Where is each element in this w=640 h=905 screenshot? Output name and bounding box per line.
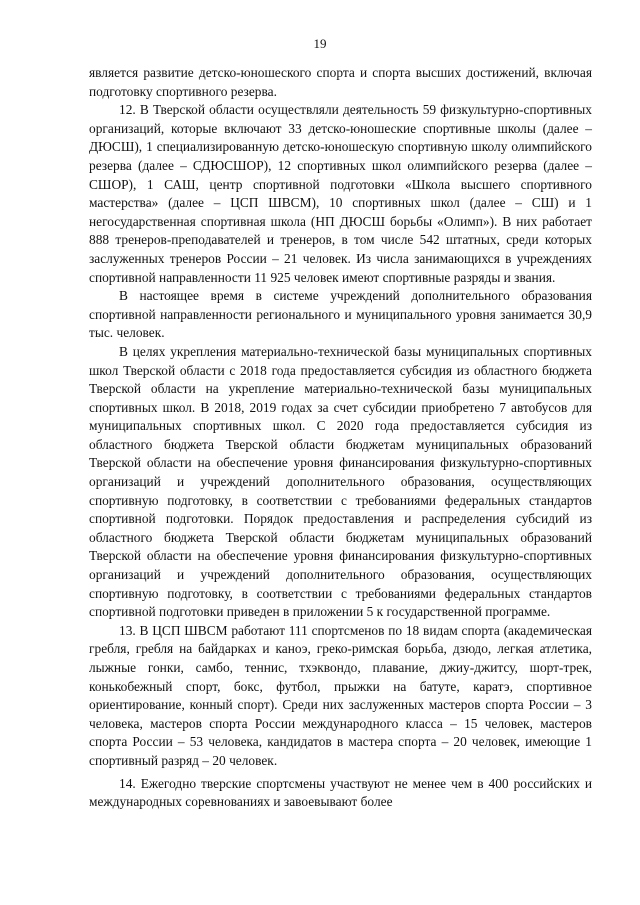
- body-text: [89, 64, 592, 812]
- paragraph-subsidy: В целях укрепления материально-технической базы муниципальных спортивных школ Тверской области с 2018 года предоставляется субсидия из областного бюджета Тверской области на укрепление материально-технической базы муниципальных спортивных школ. В 2018, 2019 годах за счет субсидии приобретено 7 автобусов для муниципальных спортивных школ. С 2020 года предоставляется субсидия из областного бюджета Тверской области бюджетам муниципальных образований Тверской области на обеспечение уровня финансирования физкультурно-спортивных организаций и учреждений дополнительного образования, осуществляющих спортивную подготовку, в соответствии с требованиями федеральных стандартов спортивной подготовки. Порядок предоставления и распределения субсидий из областного бюджета Тверской области бюджетам муниципальных образований Тверской области на обеспечение уровня финансирования физкультурно-спортивных организаций и учреждений дополнительного образования, осуществляющих спортивную подготовку, в соответствии с требованиями федеральных стандартов спортивной подготовки приведен в приложении 5 к государственной программе.: [89, 343, 592, 620]
- paragraph-13: 13. В ЦСП ШВСМ работают 111 спортсменов по 18 видам спорта (академическая гребля, гребля на байдарках и каноэ, греко-римская борьба, дзюдо, легкая атлетика, лыжные гонки, самбо, теннис, тхэквондо, плавание, джиу-джитсу, шорт-трек, конькобежный спорт, бокс, футбол, прыжки на батуте, каратэ, спортивное ориентирование, конный спорт). Среди них заслуженных мастеров спорта России – 3 человека, мастеров спорта России международного класса – 15 человек, мастеров спорта России – 53 человека, кандидатов в мастера спорта – 20 человек, имеющие 1 спортивный разряд – 20 человек.: [89, 622, 592, 768]
- paragraph-enrollment: В настоящее время в системе учреждений дополнительного образования спортивной направленности регионального и муниципального уровня занимается 30,9 тыс. человек.: [89, 288, 592, 341]
- paragraph-12: 12. В Тверской области осуществляли деятельность 59 физкультурно-спортивных организаций, которые включают 33 детско-юношеские спортивные школы (далее – ДЮСШ), 1 специализированную детско-юношескую спортивную школу олимпийского резерва (далее – СДЮСШОР), 12 спортивных школ олимпийского резерва (далее – СШОР), 1 САШ, центр спортивной подготовки «Школа высшего спортивного мастерства» (далее – ЦСП ШВСМ), 10 спортивных школ (далее – СШ) и 1 негосударственная спортивная школа (НП ДЮСШ борьбы «Олимп»). В них работает 888 тренеров-преподавателей и тренеров, в том числе 542 штатных, среди которых заслуженных тренеров России – 21 человек. Из числа занимающихся в учреждениях спортивной направленности 11 925 человек имеют спортивные разряды и звания.: [89, 102, 592, 285]
- paragraph-14: 14. Ежегодно тверские спортсмены участвуют не менее чем в 400 российских и международных соревнованиях и завоевывают более: [89, 775, 592, 810]
- page-number: 19: [313, 36, 327, 51]
- paragraph-continuation: является развитие детско-юношеского спорта и спорта высших достижений, включая подготовку спортивного резерва.: [89, 65, 592, 99]
